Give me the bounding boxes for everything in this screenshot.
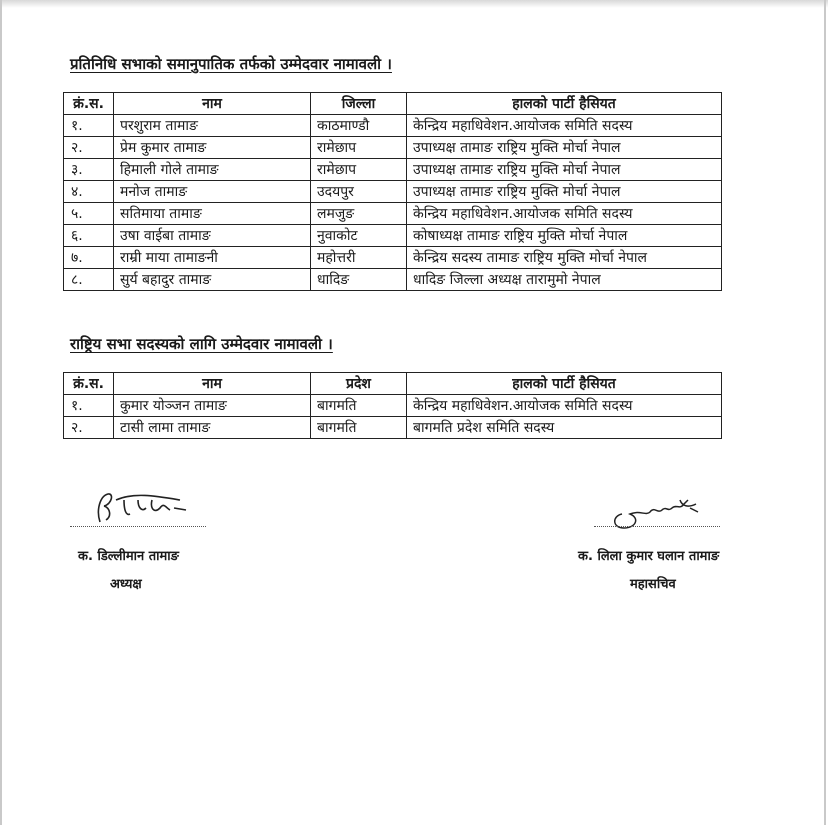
cell-name: परशुराम तामाङ (114, 115, 311, 137)
table-row (64, 269, 722, 291)
cell-location: बागमति (311, 417, 407, 439)
col-header-position: हालको पार्टी हैसियत (407, 93, 722, 115)
cell-sn: ८. (64, 269, 114, 291)
cell-position: उपाध्यक्ष तामाङ राष्ट्रिय मुक्ति मोर्चा नेपाल (407, 159, 722, 181)
cell-sn: २. (64, 137, 114, 159)
cell-sn: ६. (64, 225, 114, 247)
cell-name: सतिमाया तामाङ (114, 203, 311, 225)
col-header-name: नाम (114, 373, 311, 395)
president-title: अध्यक्ष (110, 577, 142, 592)
table-row (64, 247, 722, 269)
table-row (64, 225, 722, 247)
cell-name: कुमार योञ्जन तामाङ (114, 395, 311, 417)
col-header-name: नाम (114, 93, 311, 115)
cell-location: बागमति (311, 395, 407, 417)
cell-position: केन्द्रिय महाधिवेशन.आयोजक समिति सदस्य (407, 203, 722, 225)
table-row (64, 137, 722, 159)
cell-position: कोषाध्यक्ष तामाङ राष्ट्रिय मुक्ति मोर्चा नेपाल (407, 225, 722, 247)
table-row (64, 181, 722, 203)
table-header-row (64, 93, 722, 115)
table-row (64, 417, 722, 439)
general-secretary-title: महासचिव (630, 577, 676, 592)
cell-position: उपाध्यक्ष तामाङ राष्ट्रिय मुक्ति मोर्चा नेपाल (407, 181, 722, 203)
cell-position: बागमति प्रदेश समिति सदस्य (407, 417, 722, 439)
cell-location: उदयपुर (311, 181, 407, 203)
cell-name: उषा वाईबा तामाङ (114, 225, 311, 247)
table-row (64, 159, 722, 181)
cell-location: लमजुङ (311, 203, 407, 225)
cell-location: महोत्तरी (311, 247, 407, 269)
cell-sn: ३. (64, 159, 114, 181)
hor-candidates-table (63, 92, 722, 291)
president-signature (94, 488, 194, 528)
cell-sn: ५. (64, 203, 114, 225)
cell-name: राम्री माया तामाङनी (114, 247, 311, 269)
cell-name: प्रेम कुमार तामाङ (114, 137, 311, 159)
cell-position: केन्द्रिय महाधिवेशन.आयोजक समिति सदस्य (407, 395, 722, 417)
cell-location: रामेछाप (311, 137, 407, 159)
cell-position: उपाध्यक्ष तामाङ राष्ट्रिय मुक्ति मोर्चा नेपाल (407, 137, 722, 159)
cell-position: केन्द्रिय सदस्य तामाङ राष्ट्रिय मुक्ति मोर्चा नेपाल (407, 247, 722, 269)
cell-name: हिमाली गोले तामाङ (114, 159, 311, 181)
table-row (64, 115, 722, 137)
cell-position: केन्द्रिय महाधिवेशन.आयोजक समिति सदस्य (407, 115, 722, 137)
general-secretary-name: क. लिला कुमार घलान तामाङ (578, 549, 720, 564)
cell-name: टासी लामा तामाङ (114, 417, 311, 439)
col-header-position: हालको पार्टी हैसियत (407, 373, 722, 395)
col-header-district: जिल्ला (311, 93, 407, 115)
cell-location: नुवाकोट (311, 225, 407, 247)
table-row (64, 203, 722, 225)
cell-name: मनोज तामाङ (114, 181, 311, 203)
cell-sn: १. (64, 395, 114, 417)
cell-sn: ४. (64, 181, 114, 203)
cell-location: रामेछाप (311, 159, 407, 181)
na-candidates-table (63, 372, 722, 439)
section1-heading: प्रतिनिधि सभाको समानुपातिक तर्फको उम्मेदवार नामावली । (70, 55, 392, 73)
cell-sn: १. (64, 115, 114, 137)
col-header-province: प्रदेश (311, 373, 407, 395)
cell-name: सुर्य बहादुर तामाङ (114, 269, 311, 291)
table-row (64, 395, 722, 417)
president-name: क. डिल्लीमान तामाङ (78, 549, 179, 564)
table-header-row (64, 373, 722, 395)
section2-heading: राष्ट्रिय सभा सदस्यको लागि उम्मेदवार नामावली । (70, 335, 333, 353)
president-signature-line (70, 526, 206, 527)
col-header-sn: क्रं.स. (64, 93, 114, 115)
general-secretary-signature-line (594, 526, 720, 527)
cell-sn: ७. (64, 247, 114, 269)
cell-sn: २. (64, 417, 114, 439)
cell-position: धादिङ जिल्ला अध्यक्ष तारामुमो नेपाल (407, 269, 722, 291)
cell-location: काठमाण्डौ (311, 115, 407, 137)
col-header-sn: क्रं.स. (64, 373, 114, 395)
cell-location: धादिङ (311, 269, 407, 291)
